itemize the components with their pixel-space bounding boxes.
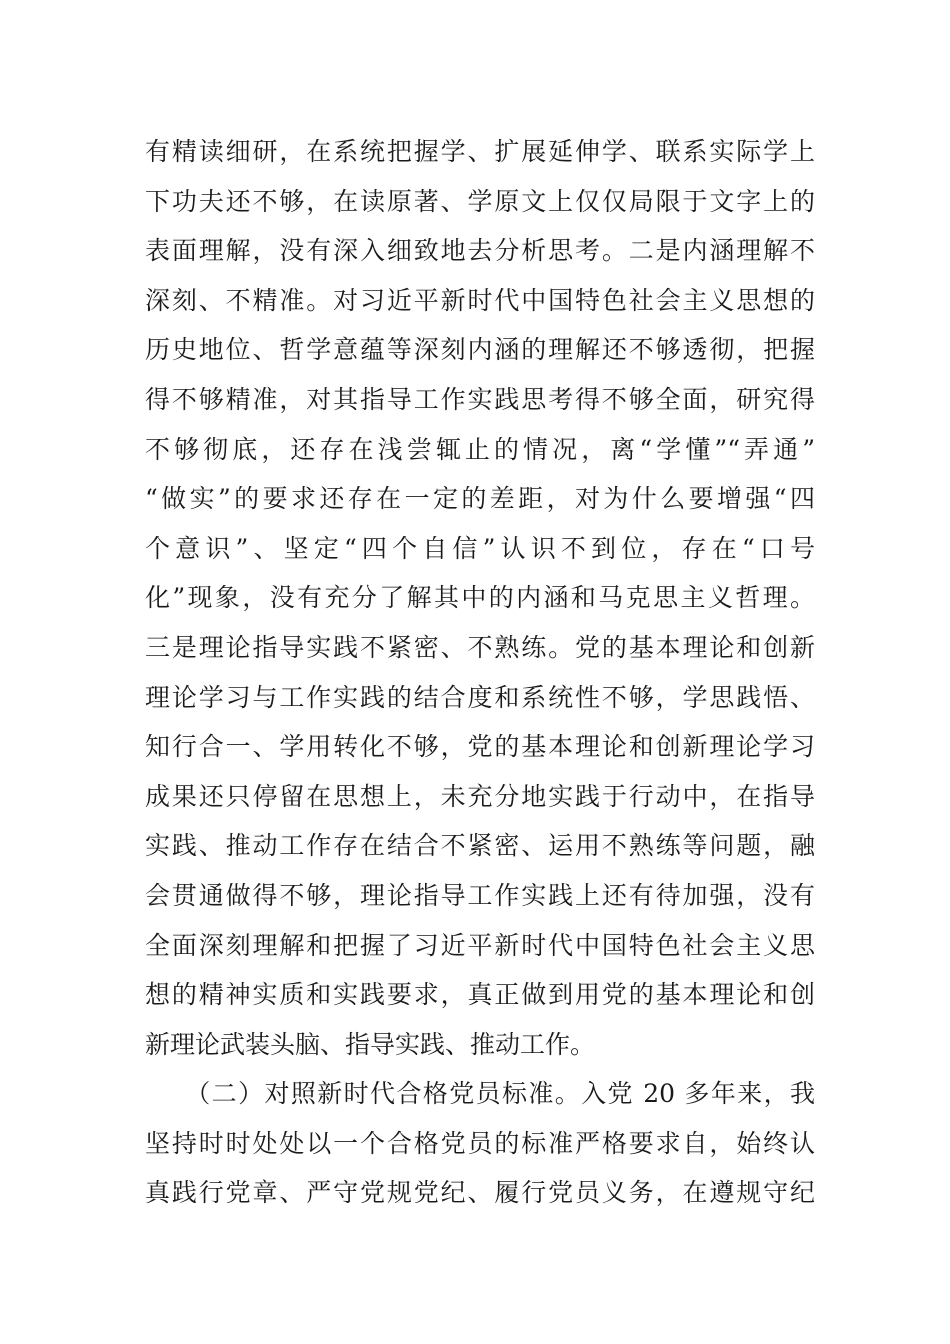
text-line-7: 不够彻底，还存在浅尝辄止的情况，离“学懂”“弄通” xyxy=(145,434,815,464)
text-line-1: 有精读细研，在系统把握学、扩展延伸学、联系实际学上 xyxy=(145,137,815,166)
text-line-16: 会贯通做得不够，理论指导工作实践上还有待加强，没有 xyxy=(145,880,815,910)
text-line-21: 坚持时时处处以一个合格党员的标准严格要求自，始终认 xyxy=(145,1128,815,1158)
text-line-13: 知行合一、学用转化不够，党的基本理论和创新理论学习 xyxy=(145,732,815,762)
text-line-14: 成果还只停留在思想上，未充分地实践于行动中，在指导 xyxy=(145,781,815,811)
text-line-8: “做实”的要求还存在一定的差距，对为什么要增强“四 xyxy=(145,484,815,514)
text-line-11: 三是理论指导实践不紧密、不熟练。党的基本理论和创新 xyxy=(145,632,815,662)
text-line-3: 表面理解，没有深入细致地去分析思考。二是内涵理解不 xyxy=(145,236,815,266)
text-line-20: （二）对照新时代合格党员标准。入党 20 多年来，我 xyxy=(145,1079,815,1109)
text-line-5: 历史地位、哲学意蕴等深刻内涵的理解还不够透彻，把握 xyxy=(145,335,815,365)
text-line-22: 真践行党章、严守党规党纪、履行党员义务，在遵规守纪 xyxy=(145,1178,815,1208)
text-line-12: 理论学习与工作实践的结合度和系统性不够，学思践悟、 xyxy=(145,682,815,712)
text-line-6: 得不够精准，对其指导工作实践思考得不够全面，研究得 xyxy=(145,384,815,414)
text-line-10: 化”现象，没有充分了解其中的内涵和马克思主义哲理。 xyxy=(145,583,815,613)
text-line-15: 实践、推动工作存在结合不紧密、运用不熟练等问题，融 xyxy=(145,831,815,861)
text-line-2: 下功夫还不够，在读原著、学原文上仅仅局限于文字上的 xyxy=(145,186,815,216)
body-text xyxy=(145,127,815,1218)
text-line-17: 全面深刻理解和把握了习近平新时代中国特色社会主义思 xyxy=(145,930,815,960)
text-line-9: 个意识”、坚定“四个自信”认识不到位，存在“口号 xyxy=(145,533,815,563)
text-line-4: 深刻、不精准。对习近平新时代中国特色社会主义思想的 xyxy=(145,285,815,315)
text-line-18: 想的精神实质和实践要求，真正做到用党的基本理论和创 xyxy=(145,980,815,1010)
text-line-19: 新理论武装头脑、指导实践、推动工作。 xyxy=(145,1029,596,1059)
